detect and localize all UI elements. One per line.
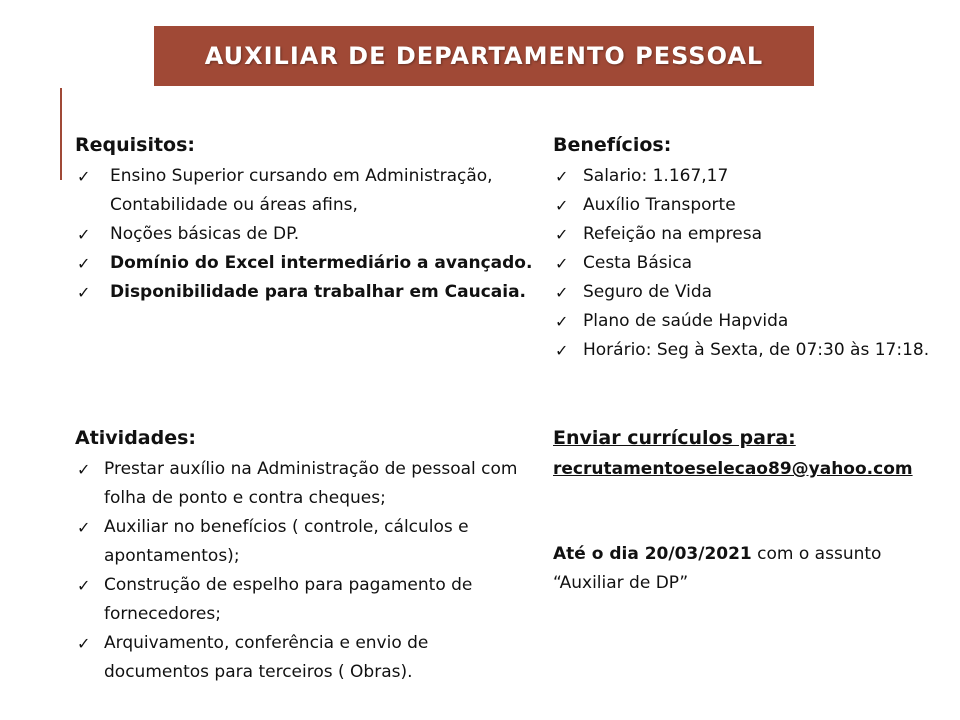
beneficios-heading: Benefícios: xyxy=(553,134,672,156)
beneficio-text: Seguro de Vida xyxy=(583,282,713,302)
atividade-text: Auxiliar no benefícios ( controle, cálculos e apontamentos); xyxy=(104,517,469,566)
check-mark-icon: ✓ xyxy=(77,225,91,244)
list-item xyxy=(75,571,535,629)
list-item xyxy=(75,249,535,278)
beneficio-text: Auxílio Transporte xyxy=(583,195,736,215)
list-item xyxy=(75,455,535,513)
atividade-text: Arquivamento, conferência e envio de documentos para terceiros ( Obras). xyxy=(104,633,429,682)
requisito-text: Domínio do Excel intermediário a avançado. xyxy=(110,253,533,273)
check-mark-icon: ✓ xyxy=(555,312,569,331)
beneficio-text: Cesta Básica xyxy=(583,253,693,273)
prazo-text xyxy=(553,540,943,598)
check-mark-icon: ✓ xyxy=(77,254,91,273)
list-item xyxy=(75,629,535,687)
beneficio-text: Plano de saúde Hapvida xyxy=(583,311,789,331)
requisito-text: Noções básicas de DP. xyxy=(110,224,300,244)
requisitos-section xyxy=(75,132,535,307)
list-item xyxy=(75,513,535,571)
list-item xyxy=(553,191,943,220)
check-mark-icon: ✓ xyxy=(555,341,569,360)
requisito-text: Ensino Superior cursando em Administração, Contabilidade ou áreas afins, xyxy=(110,166,493,215)
check-mark-icon: ✓ xyxy=(555,283,569,302)
requisitos-heading: Requisitos: xyxy=(75,134,196,156)
check-mark-icon: ✓ xyxy=(555,196,569,215)
check-mark-icon: ✓ xyxy=(77,518,91,537)
atividade-text: Construção de espelho para pagamento de fornecedores; xyxy=(104,575,473,624)
prazo-section xyxy=(553,540,943,598)
check-mark-icon: ✓ xyxy=(77,283,91,302)
prazo-subject: com o assunto “Auxiliar de DP” xyxy=(553,544,882,593)
requisitos-list xyxy=(75,162,535,307)
accent-divider xyxy=(60,88,62,180)
beneficios-list xyxy=(553,162,943,365)
list-item xyxy=(553,336,943,365)
atividades-heading: Atividades: xyxy=(75,427,197,449)
list-item xyxy=(553,220,943,249)
check-mark-icon: ✓ xyxy=(77,634,91,653)
beneficios-section xyxy=(553,132,943,365)
list-item xyxy=(553,249,943,278)
check-mark-icon: ✓ xyxy=(77,460,91,479)
beneficio-text: Refeição na empresa xyxy=(583,224,762,244)
list-item xyxy=(553,278,943,307)
check-mark-icon: ✓ xyxy=(555,254,569,273)
list-item xyxy=(553,307,943,336)
list-item xyxy=(75,162,535,220)
list-item xyxy=(75,220,535,249)
envio-heading: Enviar currículos para: xyxy=(553,427,796,449)
atividade-text: Prestar auxílio na Administração de pessoal com folha de ponto e contra cheques; xyxy=(104,459,518,508)
list-item xyxy=(75,278,535,307)
beneficio-text: Salario: 1.167,17 xyxy=(583,166,729,186)
check-mark-icon: ✓ xyxy=(77,576,91,595)
atividades-section xyxy=(75,425,535,687)
requisito-text: Disponibilidade para trabalhar em Caucaia. xyxy=(110,282,527,302)
page-title: AUXILIAR DE DEPARTAMENTO PESSOAL xyxy=(204,42,764,70)
check-mark-icon: ✓ xyxy=(77,167,91,186)
prazo-date: Até o dia 20/03/2021 xyxy=(553,544,752,564)
check-mark-icon: ✓ xyxy=(555,167,569,186)
title-banner xyxy=(154,26,814,86)
beneficio-text: Horário: Seg à Sexta, de 07:30 às 17:18. xyxy=(583,340,930,360)
envio-section xyxy=(553,425,943,484)
list-item xyxy=(553,162,943,191)
email-link[interactable]: recrutamentoeselecao89@yahoo.com xyxy=(553,459,913,479)
check-mark-icon: ✓ xyxy=(555,225,569,244)
atividades-list xyxy=(75,455,535,687)
